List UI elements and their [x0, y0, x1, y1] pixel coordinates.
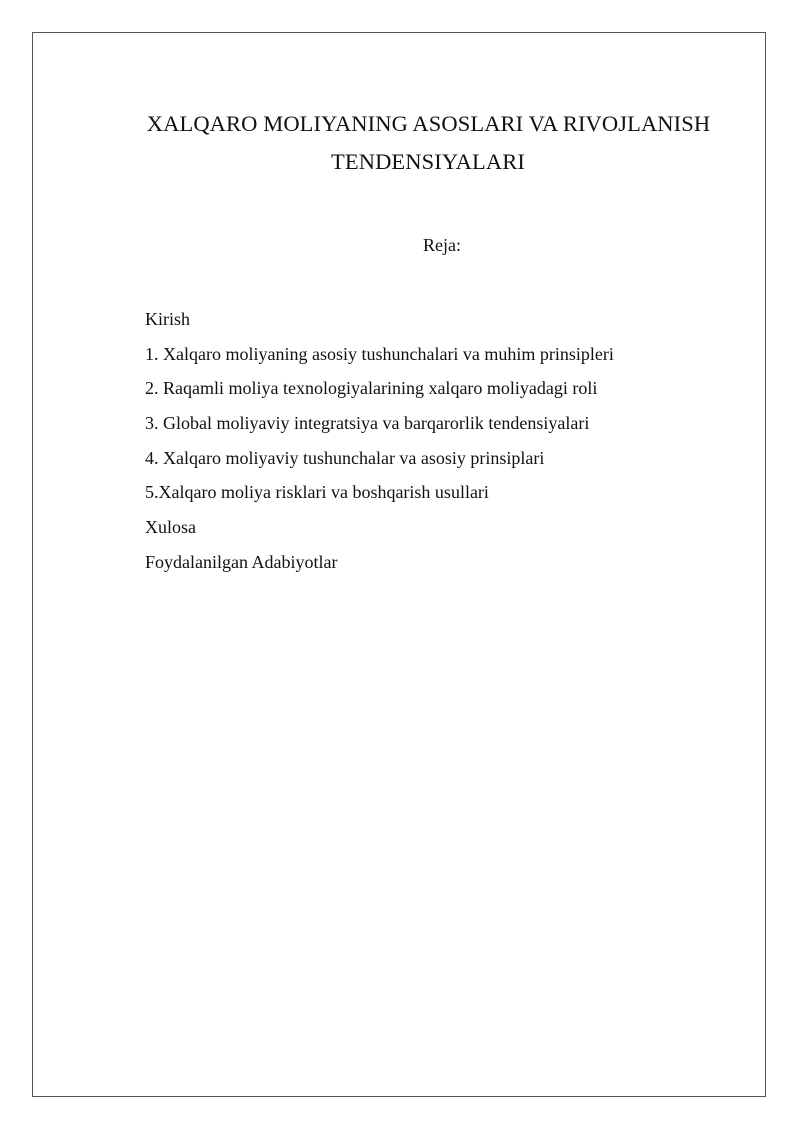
- toc-item-5: 5.Xalqaro moliya risklari va boshqarish usullari: [145, 482, 489, 503]
- toc-item-conclusion: Xulosa: [145, 517, 196, 538]
- document-title: [33, 105, 765, 181]
- plan-heading: Reja:: [423, 235, 461, 255]
- title-line-2: TENDENSIYALARI: [331, 149, 525, 174]
- toc-item-4: 4. Xalqaro moliyaviy tushunchalar va asosiy prinsiplari: [145, 447, 545, 468]
- toc-item-1: 1. Xalqaro moliyaning asosiy tushunchalari va muhim prinsipleri: [145, 343, 614, 364]
- table-of-contents: [145, 307, 614, 585]
- document-page: [32, 32, 766, 1097]
- toc-item-introduction: Kirish: [145, 309, 190, 329]
- toc-item-3: 3. Global moliyaviy integratsiya va barqarorlik tendensiyalari: [145, 413, 590, 434]
- toc-item-references: Foydalanilgan Adabiyotlar: [145, 551, 338, 572]
- toc-item-2: 2. Raqamli moliya texnologiyalarining xalqaro moliyadagi roli: [145, 378, 598, 399]
- title-line-1: XALQARO MOLIYANING ASOSLARI VA RIVOJLANISH: [146, 111, 711, 136]
